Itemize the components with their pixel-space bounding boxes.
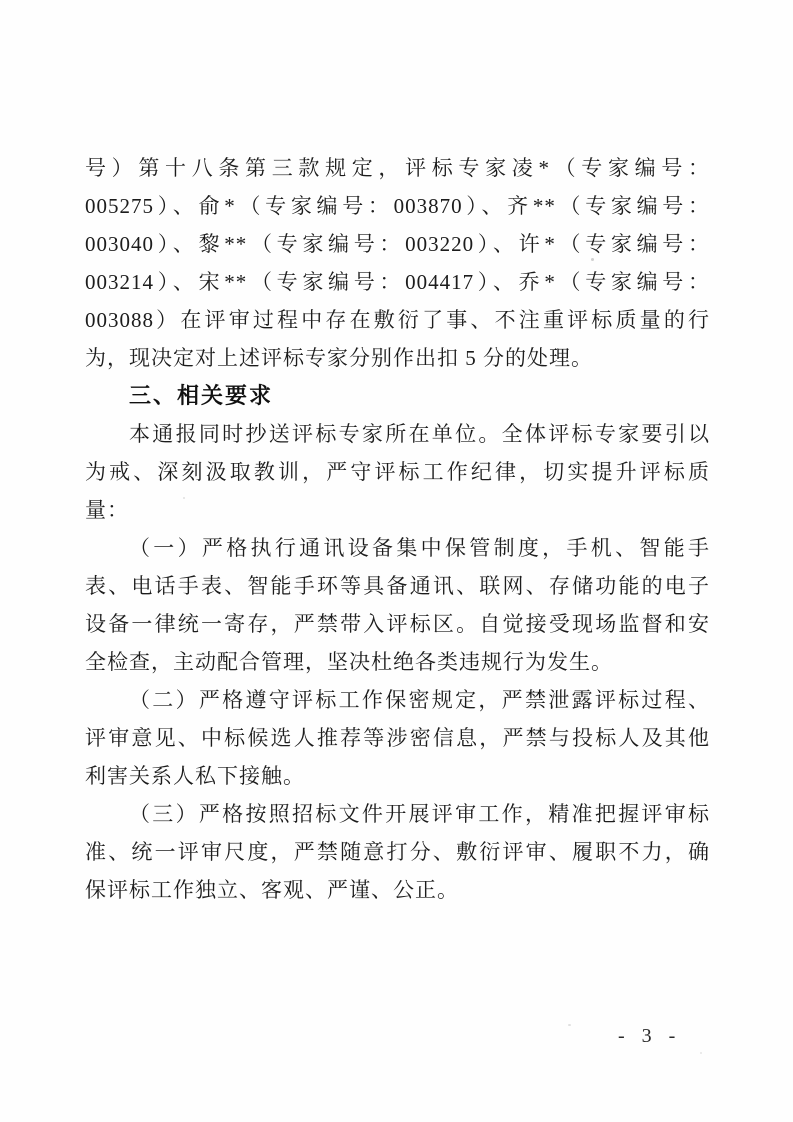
penalty-text-line: 为，现决定对上述评标专家分别作出扣 5 分的处理。: [85, 346, 593, 370]
document-body: [85, 149, 710, 909]
scan-speckle: [183, 497, 185, 499]
item2-text-line: （二）严格遵守评标工作保密规定，严禁泄露评标过程、: [129, 688, 710, 712]
item1-text-line: 设备一律统一寄存，严禁带入评标区。自觉接受现场监督和安: [85, 612, 710, 636]
scan-speckle: [568, 1024, 571, 1026]
item2-text-line: 利害关系人私下接触。: [85, 764, 305, 788]
penalty-text-line: 003088）在评审过程中存在敷衍了事、不注重评标质量的行: [85, 308, 710, 332]
penalty-text-line: 003214）、宋**（专家编号：004417）、乔*（专家编号：: [85, 270, 710, 294]
penalty-text-line: 005275）、俞*（专家编号：003870）、齐**（专家编号：: [85, 194, 710, 218]
item1-text-line: 表、电话手表、智能手环等具备通讯、联网、存储功能的电子: [85, 574, 710, 598]
item2-text-line: 评审意见、中标候选人推荐等涉密信息，严禁与投标人及其他: [85, 726, 710, 750]
item3-text-line: 保评标工作独立、客观、严谨、公正。: [85, 878, 459, 902]
scan-speckle: [591, 258, 594, 261]
intro-text-line: 本通报同时抄送评标专家所在单位。全体评标专家要引以: [129, 422, 710, 446]
penalty-text-line: 号）第十八条第三款规定，评标专家凌*（专家编号：: [85, 156, 710, 180]
intro-text-line: 量：: [85, 498, 129, 522]
page-number: - 3 -: [618, 1025, 682, 1047]
intro-text-line: 为戒、深刻汲取教训，严守评标工作纪律，切实提升评标质: [85, 460, 710, 484]
penalty-text-line: 003040）、黎**（专家编号：003220）、许*（专家编号：: [85, 232, 710, 256]
section-heading: 三、相关要求: [129, 383, 274, 408]
item3-text-line: 准、统一评审尺度，严禁随意打分、敷衍评审、履职不力，确: [85, 840, 710, 864]
item1-text-line: 全检查，主动配合管理，坚决杜绝各类违规行为发生。: [85, 650, 613, 674]
item1-text-line: （一）严格执行通讯设备集中保管制度，手机、智能手: [129, 536, 710, 560]
scan-speckle: [700, 1052, 702, 1054]
item3-text-line: （三）严格按照招标文件开展评审工作，精准把握评审标: [129, 802, 710, 826]
